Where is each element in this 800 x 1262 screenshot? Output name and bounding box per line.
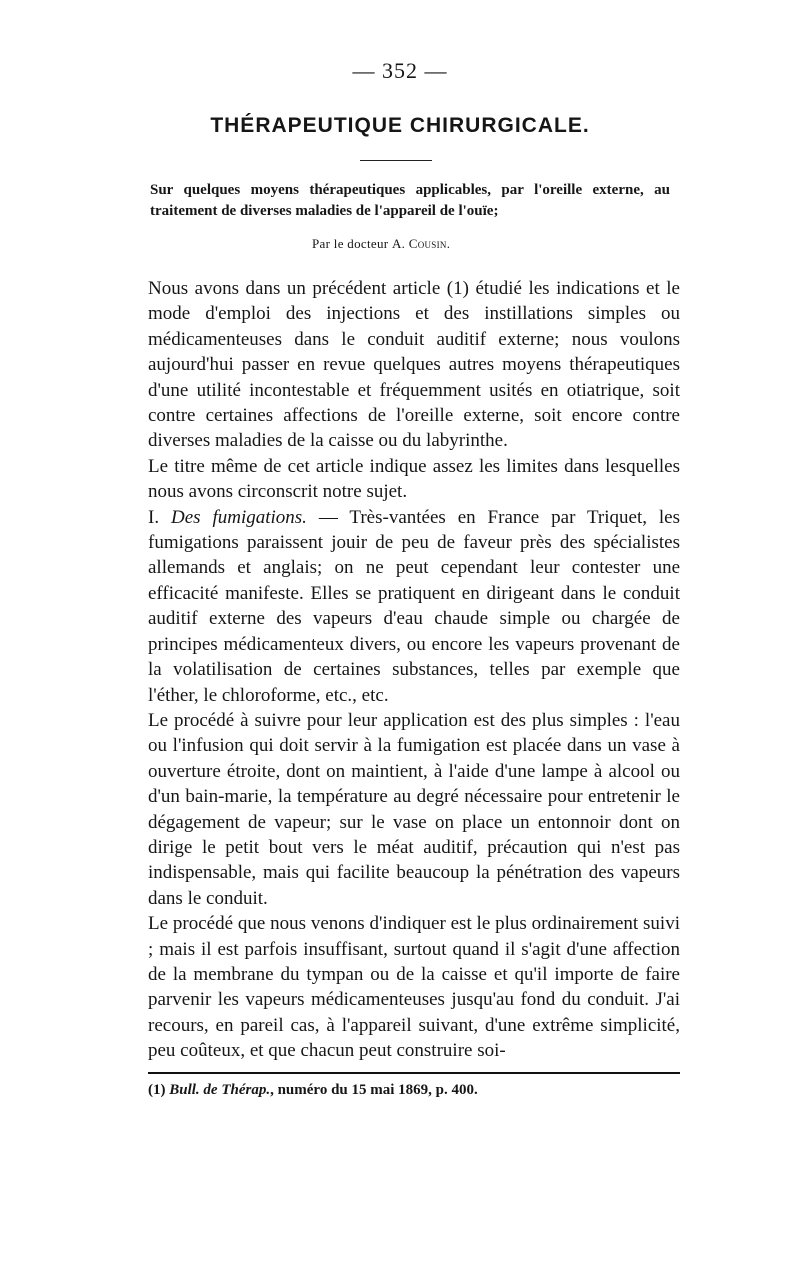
footnote-marker: (1): [148, 1082, 170, 1098]
paragraph-procedure: Le procédé à suivre pour leur application est des plus simples : l'eau ou l'infusion qui doit servir à la fumigation est placée dans un vase à ouverture étroite, dont on maintient, à l'aide d'une lampe à alcool ou d'un bain-marie, la température au degré nécessaire pour entretenir le dégagement de vapeur; sur le vase on place un entonnoir dont on dirige le petit bout vers le méat auditif, précaution qui n'est pas indispensable, mais qui facilite beaucoup la pénétration des vapeurs dans le conduit.: [148, 709, 680, 909]
paragraph-scope: Le titre même de cet article indique assez les limites dans lesquelles nous avons circonscrit notre sujet.: [148, 455, 680, 503]
article-subtitle: Sur quelques moyens thérapeutiques applicables, par l'oreille externe, au traitement de diverses maladies de l'appareil de l'ouïe;: [150, 182, 670, 219]
section-heading: Des fumigations.: [171, 506, 307, 528]
author-name: A. Cousin.: [391, 236, 451, 251]
page-number: — 352 —: [352, 58, 448, 83]
title-divider: [360, 160, 432, 161]
paragraph-apparatus: Le procédé que nous venons d'indiquer est le plus ordinairement suivi ; mais il est parfois insuffisant, surtout quand il s'agit d'une affection de la membrane du tympan ou de la caisse et qu'il importe de faire parvenir les vapeurs médicamenteuses jusqu'au fond du conduit. J'ai recours, en pareil cas, à l'appareil suivant, d'une extrême simplicité, peu coûteux, et que chacun peut construire soi-: [148, 913, 680, 1062]
footnote: [148, 1082, 680, 1099]
author-prefix: Par le docteur: [312, 236, 392, 251]
footnote-divider: [148, 1072, 680, 1074]
paragraph-fumigations: [148, 505, 680, 708]
article-body: [148, 276, 680, 1064]
section-title: THÉRAPEUTIQUE CHIRURGICALE.: [210, 114, 590, 137]
author-line: [312, 236, 450, 252]
footnote-source: Bull. de Thérap.: [169, 1082, 271, 1098]
paragraph-intro: Nous avons dans un précédent article (1) étudié les indications et le mode d'emploi des injections et des instillations simples ou médicamenteuses dans le conduit auditif externe; nous voulons aujourd'hui passer en revue quelques autres moyens thérapeutiques d'une utilité incontestable et fréquemment usités en otiatrique, soit contre certaines affections de l'oreille externe, soit encore contre diverses maladies de la caisse ou du labyrinthe.: [148, 278, 680, 452]
section-number: I.: [148, 506, 171, 528]
footnote-text: , numéro du 15 mai 1869, p. 400.: [270, 1082, 478, 1098]
section-text: — Très-vantées en France par Triquet, les fumigations paraissent jouir de peu de faveur près des spécialistes allemands et anglais; on ne peut cependant leur contester une efficacité manifeste. Elles se pratiquent en dirigeant dans le conduit auditif externe des vapeurs d'eau chaude simple ou chargée de principes médicamenteux divers, ou encore les vapeurs provenant de la volatilisation de certaines substances, telles par exemple que l'éther, le chloroforme, etc., etc.: [148, 506, 680, 706]
